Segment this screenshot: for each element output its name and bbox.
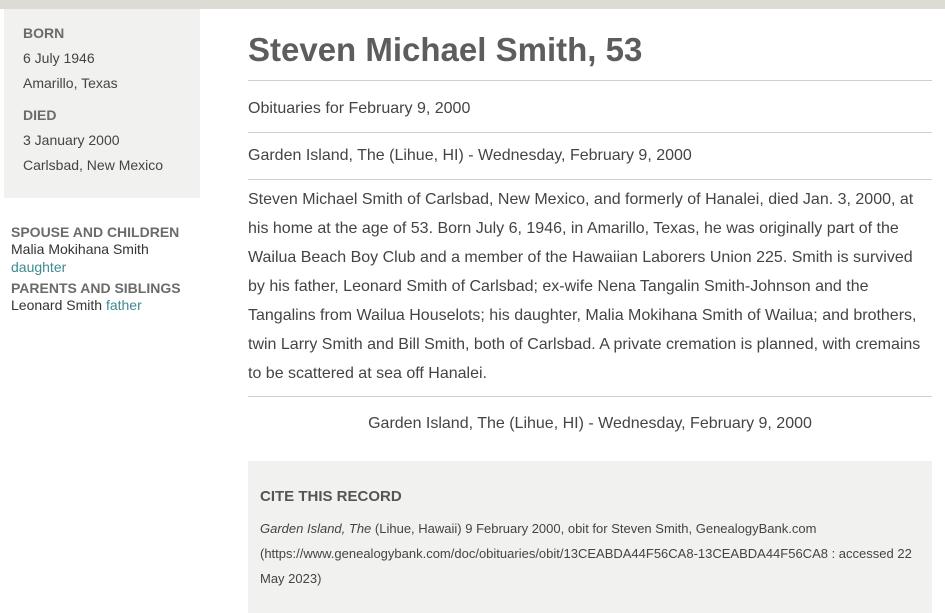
died-date: 3 January 2000	[23, 132, 120, 148]
section-divider	[248, 132, 932, 133]
cite-record-box	[248, 461, 932, 613]
obituary-section-label: Obituaries for February 9, 2000	[248, 100, 471, 117]
died-label: DIED	[23, 107, 57, 123]
child-name: Malia Mokihana Smith	[11, 241, 149, 257]
born-place: Amarillo, Texas	[23, 75, 118, 91]
child-relation-link[interactable]: daughter	[11, 259, 67, 275]
born-label: BORN	[23, 25, 65, 41]
parent-name: Leonard Smith	[11, 297, 103, 313]
citation-text	[260, 516, 920, 591]
source-line: Garden Island, The (Lihue, HI) - Wednesday, February 9, 2000	[248, 147, 692, 164]
vitals-panel	[4, 9, 200, 198]
family-section	[11, 224, 201, 314]
top-border	[0, 0, 945, 9]
spouse-children-heading: SPOUSE AND CHILDREN	[11, 224, 180, 240]
obituary-article	[248, 30, 932, 434]
parents-siblings-heading: PARENTS AND SIBLINGS	[11, 280, 181, 296]
parent-relation-link[interactable]: father	[105, 297, 142, 313]
source-divider	[248, 179, 932, 180]
parent-entry	[11, 296, 201, 314]
citation-details: (Lihue, Hawaii) 9 February 2000, obit for Steven Smith, GenealogyBank.com (https://www.genealogybank.com/doc/obituaries/obit/13CEABDA44F56CA8-13CEABDA44F56CA8 : accessed 22 May 2023)	[260, 521, 912, 586]
died-place: Carlsbad, New Mexico	[23, 157, 164, 173]
body-divider	[248, 396, 932, 397]
cite-title: CITE THIS RECORD	[260, 488, 402, 505]
born-date: 6 July 1946	[23, 50, 95, 66]
page-title: Steven Michael Smith, 53	[248, 31, 643, 68]
citation-publication: Garden Island, The	[260, 521, 372, 536]
source-footer: Garden Island, The (Lihue, HI) - Wednesday, February 9, 2000	[368, 415, 812, 432]
obituary-text: Steven Michael Smith of Carlsbad, New Mexico, and formerly of Hanalei, died Jan. 3, 2000, at his home at the age of 53. Born July 6, 1946, in Amarillo, Texas, he was originally part of the Wailua Beach Boy Club and a member of the Hawaiian Laborers Union 225. Smith is survived by his father, Leonard Smith of Carlsbad; ex-wife Nena Tangalin Smith-Johnson and the Tangalins from Wailua Houselots; his daughter, Malia Mokihana Smith of Wailua; and brothers, twin Larry Smith and Bill Smith, both of Carlsbad. A private cremation is planned, with cremains to be scattered at sea off Hanalei.	[248, 191, 921, 382]
title-divider	[248, 80, 932, 81]
